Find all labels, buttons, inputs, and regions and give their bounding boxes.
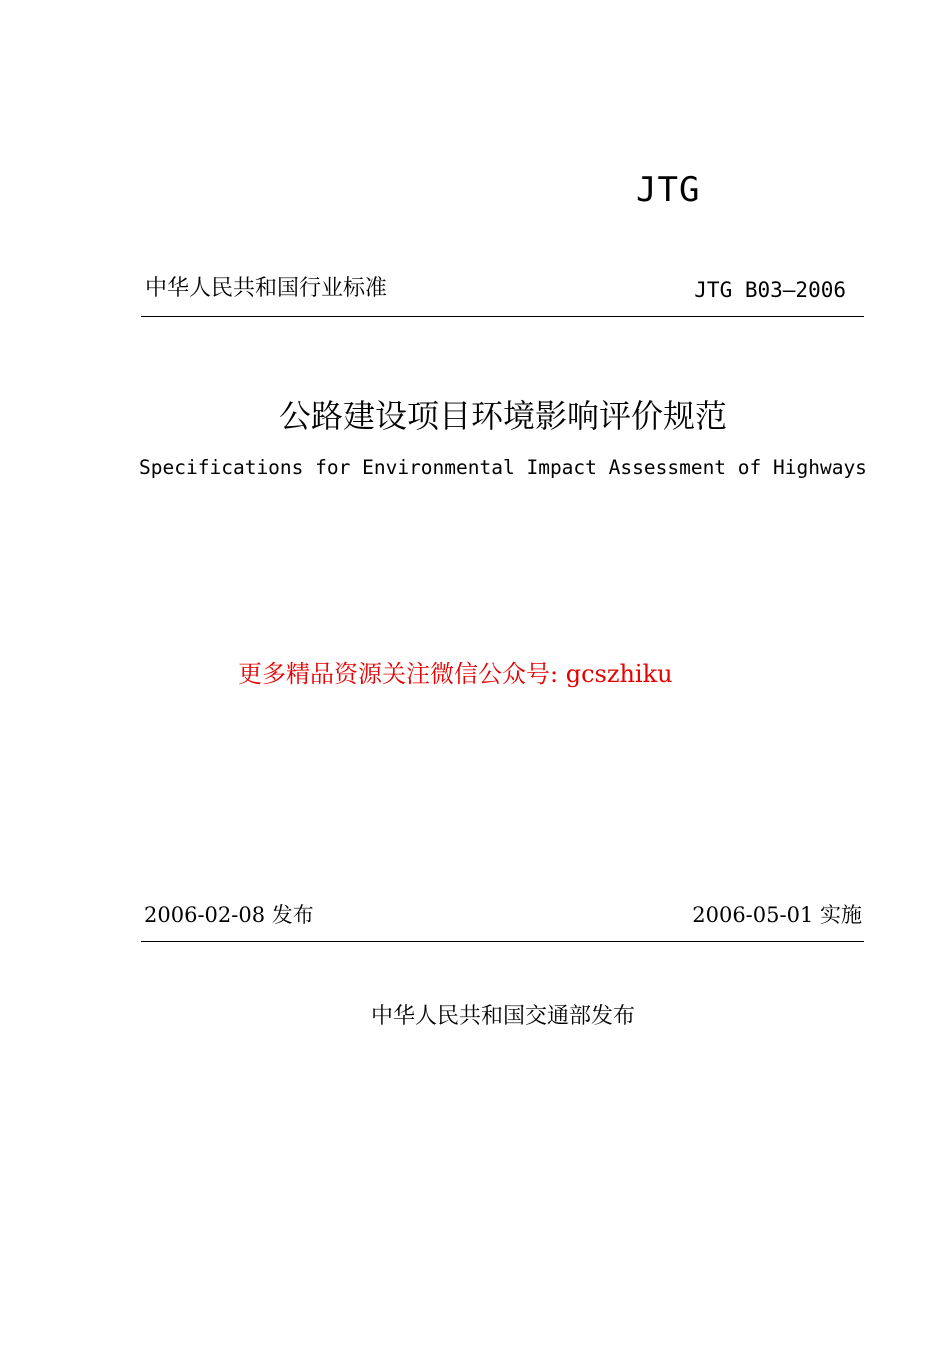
date-divider: [141, 941, 864, 942]
header-divider: [141, 316, 864, 317]
effective-date: 2006-05-01 实施: [692, 903, 862, 927]
document-title-chinese: 公路建设项目环境影响评价规范: [278, 397, 727, 435]
issue-date: 2006-02-08 发布: [144, 903, 314, 927]
publisher: 中华人民共和国交通部发布: [370, 1004, 635, 1029]
code-mark: JTG: [636, 170, 701, 210]
standard-number: JTG B03—2006: [694, 278, 846, 302]
standard-type: 中华人民共和国行业标准: [145, 276, 388, 301]
promo-notice: 更多精品资源关注微信公众号: gcszhiku: [238, 660, 673, 688]
document-title-english: Specifications for Environmental Impact Assessment of Highways: [139, 456, 867, 479]
